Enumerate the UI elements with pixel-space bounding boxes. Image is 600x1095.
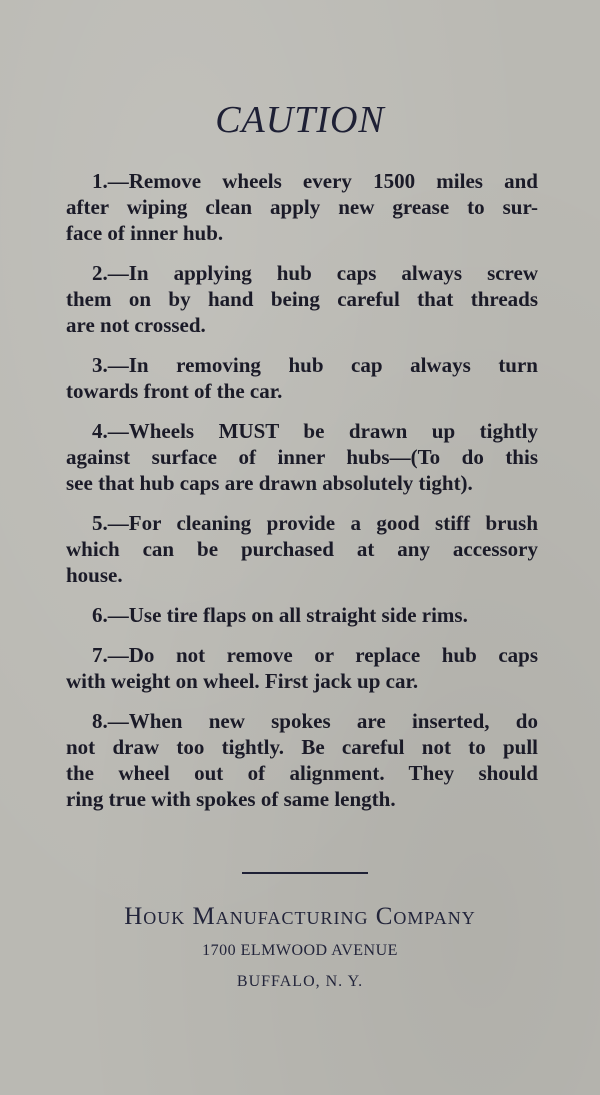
caution-rule-3 — [66, 352, 538, 404]
company-city: BUFFALO, N. Y. — [236, 973, 364, 990]
rule-line: ring true with spokes of same length. — [66, 787, 396, 811]
rule-line: with weight on wheel. First jack up car. — [66, 669, 419, 693]
page-title: CAUTION — [215, 99, 385, 141]
divider-rule — [242, 872, 368, 874]
rule-line: house. — [66, 563, 123, 587]
caution-rule-1 — [66, 168, 538, 246]
rule-line: not draw too tightly. Be careful not to pull — [66, 735, 538, 759]
rule-line: the wheel out of alignment. They should — [66, 761, 538, 785]
rule-line: are not crossed. — [66, 313, 206, 337]
company-address: 1700 ELMWOOD AVENUE — [202, 942, 398, 959]
rule-line: which can be purchased at any accessory — [66, 537, 538, 561]
company-name: Houk Manufacturing Company — [124, 903, 476, 930]
rule-line: towards front of the car. — [66, 379, 283, 403]
rule-line: 2.—In applying hub caps always screw — [92, 261, 538, 285]
rule-line: face of inner hub. — [66, 221, 224, 245]
caution-rules-list — [66, 168, 538, 826]
caution-rule-2 — [66, 260, 538, 338]
rule-line: after wiping clean apply new grease to sur- — [66, 195, 538, 219]
rule-line: 5.—For cleaning provide a good stiff brush — [92, 511, 538, 535]
caution-rule-6 — [66, 602, 538, 628]
rule-line: 7.—Do not remove or replace hub caps — [92, 643, 538, 667]
rule-line: 8.—When new spokes are inserted, do — [92, 709, 538, 733]
caution-rule-4 — [66, 418, 538, 496]
rule-line: against surface of inner hubs—(To do this — [66, 445, 538, 469]
rule-line: see that hub caps are drawn absolutely tight). — [66, 471, 473, 495]
caution-rule-5 — [66, 510, 538, 588]
rule-line: 6.—Use tire flaps on all straight side rims. — [92, 603, 468, 627]
caution-rule-7 — [66, 642, 538, 694]
caution-rule-8 — [66, 708, 538, 812]
rule-line: 3.—In removing hub cap always turn — [92, 353, 538, 377]
rule-line: 4.—Wheels MUST be drawn up tightly — [92, 419, 538, 443]
rule-line: 1.—Remove wheels every 1500 miles and — [92, 169, 538, 193]
rule-line: them on by hand being careful that threads — [66, 287, 538, 311]
